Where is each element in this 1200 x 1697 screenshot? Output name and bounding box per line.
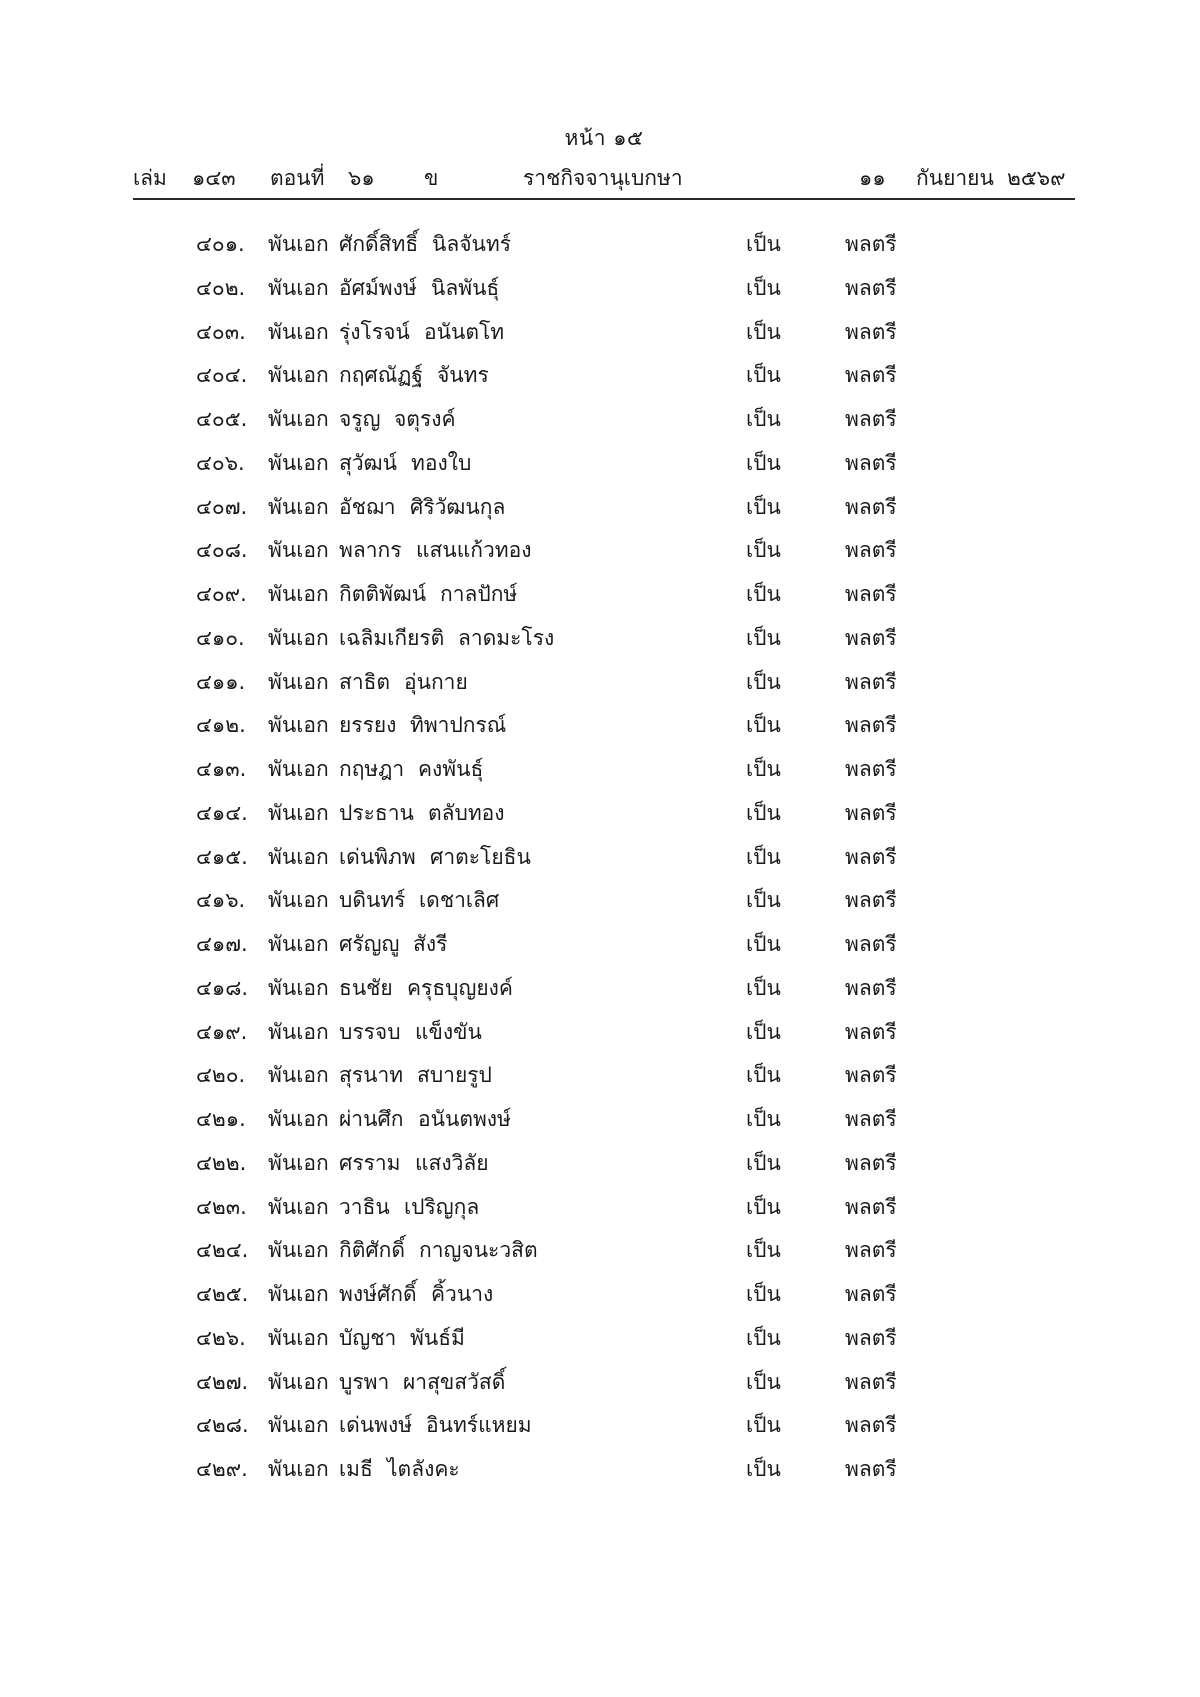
entry-rank: พันเอก bbox=[268, 232, 329, 256]
entry-first-name: สาธิต bbox=[339, 669, 391, 694]
entry-rank: พันเอก bbox=[268, 582, 329, 606]
list-item bbox=[0, 841, 1200, 885]
entry-first-name: อัศม์พงษ์ bbox=[339, 275, 417, 300]
entry-first-name: กฤษฎา bbox=[339, 757, 405, 781]
entry-first-name: บดินทร์ bbox=[339, 888, 406, 913]
entry-rank: พันเอก bbox=[268, 757, 329, 781]
entry-new-rank: พลตรี bbox=[845, 1150, 897, 1175]
entry-first-name: เมธี bbox=[339, 1457, 373, 1481]
entry-new-rank: พลตรี bbox=[845, 1325, 897, 1350]
list-item bbox=[0, 1147, 1200, 1191]
entry-last-name: จันทร bbox=[437, 363, 489, 388]
entry-number: ๔๑๓. bbox=[196, 757, 247, 781]
entry-last-name: สังรี bbox=[413, 932, 448, 956]
entry-new-rank: พลตรี bbox=[845, 319, 897, 344]
list-item bbox=[0, 316, 1200, 360]
list-item bbox=[0, 622, 1200, 666]
entry-new-rank: พลตรี bbox=[845, 757, 897, 781]
entry-rank: พันเอก bbox=[268, 407, 329, 431]
list-item bbox=[0, 403, 1200, 447]
entry-last-name: ครุธบุญยงค์ bbox=[407, 975, 513, 1000]
section-letter: ข bbox=[424, 166, 439, 190]
list-item bbox=[0, 272, 1200, 316]
publication-name: ราชกิจจานุเบกษา bbox=[523, 166, 683, 190]
entry-become: เป็น bbox=[746, 625, 781, 650]
entry-rank: พันเอก bbox=[268, 1325, 329, 1350]
entry-last-name: สบายรูป bbox=[417, 1063, 492, 1088]
entry-rank: พันเอก bbox=[268, 713, 329, 738]
entry-last-name: อนันตพงษ์ bbox=[418, 1107, 511, 1131]
header-divider bbox=[133, 198, 1075, 200]
entry-become: เป็น bbox=[746, 669, 781, 694]
entry-first-name: สุรนาท bbox=[339, 1063, 404, 1088]
list-item bbox=[0, 1409, 1200, 1453]
entry-number: ๔๐๑. bbox=[196, 232, 245, 256]
entry-first-name: อัชฌา bbox=[339, 494, 396, 519]
entry-new-rank: พลตรี bbox=[845, 582, 897, 606]
entry-new-rank: พลตรี bbox=[845, 888, 897, 913]
entry-number: ๔๐๙. bbox=[196, 582, 247, 606]
entry-new-rank: พลตรี bbox=[845, 1282, 897, 1306]
entry-become: เป็น bbox=[746, 363, 781, 388]
entry-rank: พันเอก bbox=[268, 1457, 329, 1481]
list-item bbox=[0, 1322, 1200, 1366]
entry-last-name: เดชาเลิศ bbox=[419, 888, 500, 913]
list-item bbox=[0, 666, 1200, 710]
promotion-list bbox=[0, 228, 1200, 1497]
volume-number: ๑๔๓ bbox=[192, 166, 236, 190]
list-item bbox=[0, 972, 1200, 1016]
entry-become: เป็น bbox=[746, 713, 781, 738]
entry-first-name: ยรรยง bbox=[339, 713, 397, 738]
entry-last-name: กาญจนะวสิต bbox=[419, 1238, 538, 1263]
entry-become: เป็น bbox=[746, 1325, 781, 1350]
entry-first-name: จรูญ bbox=[339, 407, 381, 431]
entry-first-name: กิตติพัฒน์ bbox=[339, 582, 427, 606]
entry-rank: พันเอก bbox=[268, 844, 329, 869]
entry-new-rank: พลตรี bbox=[845, 407, 897, 431]
entry-become: เป็น bbox=[746, 319, 781, 344]
entry-new-rank: พลตรี bbox=[845, 1413, 897, 1438]
entry-rank: พันเอก bbox=[268, 1019, 329, 1044]
entry-new-rank: พลตรี bbox=[845, 494, 897, 519]
entry-number: ๔๑๕. bbox=[196, 844, 248, 869]
entry-last-name: แสนแก้วทอง bbox=[416, 538, 532, 563]
entry-number: ๔๑๑. bbox=[196, 669, 246, 694]
entry-first-name: พลากร bbox=[339, 538, 402, 563]
entry-become: เป็น bbox=[746, 407, 781, 431]
entry-first-name: บรรจบ bbox=[339, 1019, 401, 1044]
entry-number: ๔๑๙. bbox=[196, 1019, 248, 1044]
list-item bbox=[0, 534, 1200, 578]
entry-last-name: ทองใบ bbox=[411, 450, 472, 475]
list-item bbox=[0, 1016, 1200, 1060]
entry-new-rank: พลตรี bbox=[845, 1369, 897, 1394]
list-item bbox=[0, 1059, 1200, 1103]
date-year: ๒๕๖๙ bbox=[1007, 166, 1066, 190]
list-item bbox=[0, 797, 1200, 841]
list-item bbox=[0, 491, 1200, 535]
entry-become: เป็น bbox=[746, 975, 781, 1000]
entry-rank: พันเอก bbox=[268, 538, 329, 563]
entry-new-rank: พลตรี bbox=[845, 975, 897, 1000]
entry-become: เป็น bbox=[746, 800, 781, 825]
entry-become: เป็น bbox=[746, 450, 781, 475]
entry-new-rank: พลตรี bbox=[845, 1107, 897, 1131]
entry-last-name: เปริญกุล bbox=[404, 1194, 480, 1219]
entry-rank: พันเอก bbox=[268, 1150, 329, 1175]
entry-last-name: อุ่นกาย bbox=[404, 669, 468, 694]
entry-rank: พันเอก bbox=[268, 319, 329, 344]
entry-number: ๔๒๐. bbox=[196, 1063, 246, 1088]
entry-last-name: แข็งขัน bbox=[415, 1019, 482, 1044]
list-item bbox=[0, 753, 1200, 797]
gazette-header bbox=[133, 162, 1075, 196]
issue-number: ๖๑ bbox=[348, 166, 375, 190]
entry-number: ๔๒๖. bbox=[196, 1325, 246, 1350]
entry-number: ๔๐๖. bbox=[196, 450, 245, 475]
entry-new-rank: พลตรี bbox=[845, 1238, 897, 1263]
entry-rank: พันเอก bbox=[268, 363, 329, 388]
entry-number: ๔๐๕. bbox=[196, 407, 248, 431]
list-item bbox=[0, 578, 1200, 622]
entry-new-rank: พลตรี bbox=[845, 275, 897, 300]
list-item bbox=[0, 1191, 1200, 1235]
list-item bbox=[0, 1366, 1200, 1410]
entry-last-name: ศิริวัฒนกุล bbox=[410, 494, 506, 519]
entry-first-name: เด่นพิภพ bbox=[339, 844, 416, 869]
entry-rank: พันเอก bbox=[268, 932, 329, 956]
entry-become: เป็น bbox=[746, 888, 781, 913]
list-item bbox=[0, 928, 1200, 972]
entry-first-name: บัญชา bbox=[339, 1325, 397, 1350]
entry-become: เป็น bbox=[746, 1107, 781, 1131]
entry-last-name: คิ้วนาง bbox=[431, 1282, 494, 1306]
entry-become: เป็น bbox=[746, 1282, 781, 1306]
entry-number: ๔๒๔. bbox=[196, 1238, 249, 1263]
entry-become: เป็น bbox=[746, 1150, 781, 1175]
entry-last-name: นิลพันธุ์ bbox=[431, 275, 500, 300]
entry-number: ๔๐๔. bbox=[196, 363, 248, 388]
entry-become: เป็น bbox=[746, 1019, 781, 1044]
entry-number: ๔๑๗. bbox=[196, 932, 248, 956]
entry-rank: พันเอก bbox=[268, 888, 329, 913]
entry-first-name: รุ่งโรจน์ bbox=[339, 319, 410, 344]
entry-new-rank: พลตรี bbox=[845, 669, 897, 694]
entry-number: ๔๐๘. bbox=[196, 538, 248, 563]
entry-rank: พันเอก bbox=[268, 669, 329, 694]
entry-first-name: ศรัญญู bbox=[339, 932, 400, 956]
entry-first-name: ศักดิ์สิทธิ์ bbox=[339, 232, 419, 256]
entry-become: เป็น bbox=[746, 582, 781, 606]
list-item bbox=[0, 228, 1200, 272]
entry-rank: พันเอก bbox=[268, 275, 329, 300]
entry-number: ๔๑๐. bbox=[196, 625, 245, 650]
entry-rank: พันเอก bbox=[268, 450, 329, 475]
entry-first-name: บูรพา bbox=[339, 1369, 390, 1394]
entry-last-name: ลาดมะโรง bbox=[458, 625, 555, 650]
entry-rank: พันเอก bbox=[268, 800, 329, 825]
entry-last-name: นิลจันทร์ bbox=[432, 232, 512, 256]
entry-become: เป็น bbox=[746, 538, 781, 563]
entry-first-name: ศรราม bbox=[339, 1150, 401, 1175]
entry-first-name: วาธิน bbox=[339, 1194, 390, 1219]
entry-new-rank: พลตรี bbox=[845, 1457, 897, 1481]
entry-number: ๔๑๔. bbox=[196, 800, 248, 825]
page-number: หน้า ๑๕ bbox=[564, 126, 644, 150]
entry-first-name: สุวัฒน์ bbox=[339, 450, 397, 475]
entry-last-name: ทิพาปกรณ์ bbox=[410, 713, 507, 738]
entry-first-name: เฉลิมเกียรติ bbox=[339, 625, 445, 650]
entry-new-rank: พลตรี bbox=[845, 450, 897, 475]
entry-new-rank: พลตรี bbox=[845, 363, 897, 388]
entry-last-name: ศาตะโยธิน bbox=[430, 844, 531, 869]
entry-number: ๔๒๓. bbox=[196, 1194, 247, 1219]
entry-number: ๔๒๕. bbox=[196, 1282, 249, 1306]
entry-number: ๔๒๘. bbox=[196, 1413, 249, 1438]
entry-rank: พันเอก bbox=[268, 625, 329, 650]
entry-new-rank: พลตรี bbox=[845, 625, 897, 650]
entry-become: เป็น bbox=[746, 932, 781, 956]
entry-become: เป็น bbox=[746, 275, 781, 300]
entry-number: ๔๑๘. bbox=[196, 975, 249, 1000]
entry-number: ๔๒๑. bbox=[196, 1107, 246, 1131]
entry-new-rank: พลตรี bbox=[845, 232, 897, 256]
entry-number: ๔๐๓. bbox=[196, 319, 246, 344]
list-item bbox=[0, 884, 1200, 928]
entry-new-rank: พลตรี bbox=[845, 1019, 897, 1044]
entry-become: เป็น bbox=[746, 757, 781, 781]
issue-label: ตอนที่ bbox=[270, 166, 325, 190]
entry-number: ๔๑๖. bbox=[196, 888, 246, 913]
entry-new-rank: พลตรี bbox=[845, 713, 897, 738]
entry-become: เป็น bbox=[746, 1369, 781, 1394]
entry-become: เป็น bbox=[746, 1457, 781, 1481]
date-month: กันยายน bbox=[916, 166, 994, 190]
entry-last-name: จตุรงค์ bbox=[394, 407, 456, 431]
list-item bbox=[0, 447, 1200, 491]
entry-new-rank: พลตรี bbox=[845, 844, 897, 869]
entry-rank: พันเอก bbox=[268, 1282, 329, 1306]
entry-first-name: เด่นพงษ์ bbox=[339, 1413, 413, 1438]
entry-new-rank: พลตรี bbox=[845, 1194, 897, 1219]
entry-first-name: ประธาน bbox=[339, 800, 414, 825]
date-day: ๑๑ bbox=[859, 166, 886, 190]
entry-last-name: อนันตโท bbox=[424, 319, 505, 344]
entry-last-name: อินทร์แหยม bbox=[426, 1413, 532, 1438]
list-item bbox=[0, 1103, 1200, 1147]
entry-number: ๔๒๙. bbox=[196, 1457, 248, 1481]
entry-rank: พันเอก bbox=[268, 1369, 329, 1394]
entry-new-rank: พลตรี bbox=[845, 538, 897, 563]
entry-number: ๔๐๒. bbox=[196, 275, 246, 300]
entry-become: เป็น bbox=[746, 494, 781, 519]
entry-first-name: กิติศักดิ์ bbox=[339, 1238, 406, 1263]
entry-become: เป็น bbox=[746, 232, 781, 256]
entry-number: ๔๒๒. bbox=[196, 1150, 247, 1175]
entry-become: เป็น bbox=[746, 1413, 781, 1438]
entry-number: ๔๑๒. bbox=[196, 713, 246, 738]
entry-rank: พันเอก bbox=[268, 1107, 329, 1131]
entry-last-name: ผาสุขสวัสดิ์ bbox=[403, 1369, 506, 1394]
entry-rank: พันเอก bbox=[268, 1194, 329, 1219]
entry-become: เป็น bbox=[746, 1238, 781, 1263]
entry-become: เป็น bbox=[746, 844, 781, 869]
entry-number: ๔๒๗. bbox=[196, 1369, 249, 1394]
entry-rank: พันเอก bbox=[268, 1238, 329, 1263]
list-item bbox=[0, 359, 1200, 403]
entry-first-name: พงษ์ศักดิ์ bbox=[339, 1282, 417, 1306]
entry-new-rank: พลตรี bbox=[845, 932, 897, 956]
entry-rank: พันเอก bbox=[268, 975, 329, 1000]
entry-last-name: คงพันธุ์ bbox=[418, 757, 484, 781]
entry-last-name: พันธ์มี bbox=[410, 1325, 465, 1350]
entry-last-name: กาลปักษ์ bbox=[440, 582, 518, 606]
volume-label: เล่ม bbox=[133, 166, 167, 190]
entry-rank: พันเอก bbox=[268, 1063, 329, 1088]
entry-rank: พันเอก bbox=[268, 494, 329, 519]
entry-last-name: ไตลังคะ bbox=[387, 1457, 460, 1481]
list-item bbox=[0, 1278, 1200, 1322]
entry-new-rank: พลตรี bbox=[845, 1063, 897, 1088]
entry-last-name: แสงวิลัย bbox=[415, 1150, 489, 1175]
list-item bbox=[0, 709, 1200, 753]
list-item bbox=[0, 1453, 1200, 1497]
entry-become: เป็น bbox=[746, 1063, 781, 1088]
entry-first-name: กฤศณัฏฐ์ bbox=[339, 363, 423, 388]
entry-first-name: ผ่านศึก bbox=[339, 1107, 404, 1131]
list-item bbox=[0, 1234, 1200, 1278]
entry-number: ๔๐๗. bbox=[196, 494, 248, 519]
entry-become: เป็น bbox=[746, 1194, 781, 1219]
entry-last-name: ตลับทอง bbox=[428, 800, 505, 825]
entry-rank: พันเอก bbox=[268, 1413, 329, 1438]
entry-first-name: ธนชัย bbox=[339, 975, 393, 1000]
entry-new-rank: พลตรี bbox=[845, 800, 897, 825]
